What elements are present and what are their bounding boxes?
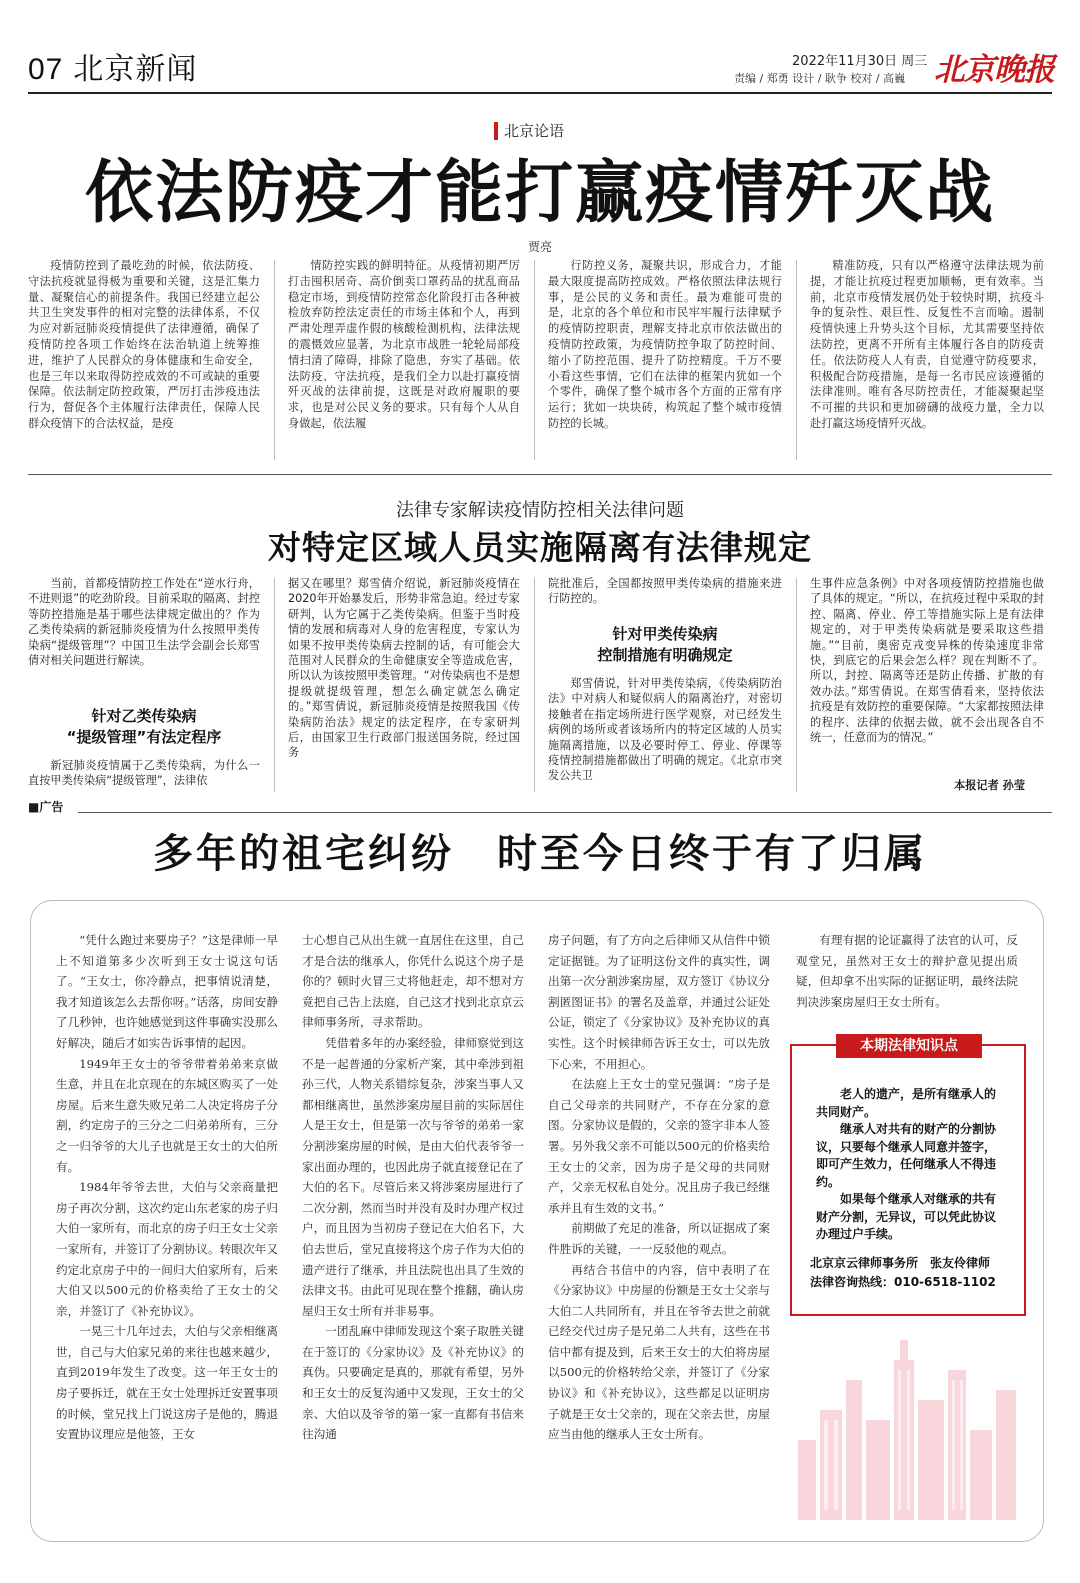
column-divider xyxy=(534,578,535,792)
page-number: 07 xyxy=(28,53,64,86)
section-divider xyxy=(78,812,1052,813)
column-kicker: 北京论语 xyxy=(494,122,564,140)
column-divider xyxy=(274,578,275,792)
paragraph: 1984年爷爷去世，大伯与父亲商量把房子再次分割，这次约定山东老家的房子归大伯一家所有，而北京的房子归王女士父亲一家所有，并签订了分割协议。转眼次年又约定北京房子中的一间归大伯家所有，后来大伯又以500元的价格卖给了王女士的父亲，并签订了《补充协议》。 xyxy=(56,1180,278,1318)
article2-column-3: 郑雪倩说，针对甲类传染病，《传染病防治法》中对病人和疑似病人的隔离治疗，对密切接触者在指定场所进行医学观察，对已经发生病例的场所或者该场所内的特定区域的人员实施隔离措施，以及必要时停工、停业、停课等疫情控制措施都做出了明确的规定。《北京市突发公共卫 xyxy=(548,677,782,783)
page-section-label xyxy=(28,44,197,88)
paragraph: 1949年王女士的爷爷带着弟弟来京做生意，并且在北京现在的东城区购买了一处房屋。后来生意失败兄弟二人决定将房子分割，约定房子的三分之二归弟弟所有，三分之一归爷爷的大儿子也就是王女士的大伯所有。 xyxy=(56,1056,278,1174)
ad-headline: 多年的祖宅纠纷 时至今日终于有了归属 xyxy=(153,831,927,877)
legal-tip: 如果每个继承人对继承的共有财产分割，无异议，可以凭此协议办理过户手续。 xyxy=(816,1192,997,1241)
column-divider xyxy=(796,260,797,460)
paragraph: 一团乱麻中律师发现这个案子取胜关键在于签订的《分家协议》及《补充协议》的真伪。只要确定是真的，那就有希望，另外和王女士的反复沟通中又发现，王女士的父亲、大伯以及爷爷的第一家一直都有书信来往沟通 xyxy=(302,1324,524,1442)
law-firm-name: 北京京云律师事务所 张友伶律师 xyxy=(810,1256,991,1270)
ad-label: ■广告 xyxy=(28,800,64,814)
paragraph: “凭什么跑过来要房子？”这是律师一早上不知道第多少次听到王女士说这句话了。“王女士，你冷静点，把事情说清楚，我才知道该怎么去帮你呀。”话落，房间安静了几秒钟，也许她感觉到这件事确实没那么好解决，随后才如实告诉事情的起因。 xyxy=(56,933,278,1050)
city-skyline-illustration xyxy=(790,1320,1030,1520)
section-name: 北京新闻 xyxy=(73,52,198,87)
article1-column-4: 精准防疫，只有以严格遵守法律法规为前提，才能让抗疫过程更加顺畅，更有效率。当前，北京市疫情发展仍处于较快时期，抗疫斗争的复杂性、艰巨性、反复性不言而喻。遏制疫情快速上升势头这个目标，尤其需要坚持依法防控，更离不开所有主体履行各自的防疫责任。依法防疫人人有责，自觉遵守防疫要求，积极配合防疫措施，是每一名市民应该遵循的法律准则。唯有各尽防控责任，才能凝聚起坚不可摧的共识和更加磅礴的战疫力量，全力以赴打赢这场疫情歼灭战。 xyxy=(810,259,1044,430)
section-divider xyxy=(28,474,1052,475)
paragraph: 房子问题，有了方向之后律师又从信件中锁定证据链。为了证明这份文件的真实性，调出第一次分割涉案房屋，双方签订《协议分割匿图证书》的署名及盖章，并通过公证处公证，锁定了《分家协议》及补充协议的真实性。这个时候律师告诉王女士，可以先放下心来，不用担心。 xyxy=(548,933,770,1071)
article2-headline: 对特定区域人员实施隔离有法律规定 xyxy=(268,528,812,567)
headline-main: 依法防疫才能打赢疫情歼灭战 xyxy=(84,154,995,233)
paragraph: 凭借着多年的办案经验，律师察觉到这不是一起普通的分家析产案，其中牵涉到祖孙三代，人物关系错综复杂，涉案当事人又都相继离世，虽然涉案房屋目前的实际居住人是王女士，但是第一次与爷爷的弟弟一家分割涉案房屋的时候，是由大伯代表爷爷一家出面办理的，也因此房子就直接登记在了大伯的名下。尽管后来又将涉案房屋进行了二次分割，然而当时并没有及时办理产权过户，而且因为当初房子登记在大伯名下，大伯去世后，堂兄直接将这个房子作为大伯的遗产进行了继承，并且法院也出具了生效的法律文书。由此可见现在整个推翻，确认房屋归王女士所有并非易事。 xyxy=(302,1035,524,1318)
article2-column-3-top: 院批准后，全国都按照甲类传染病的措施来进行防控的。 xyxy=(548,577,782,606)
column-divider xyxy=(274,260,275,460)
paragraph: 再结合书信中的内容，信中表明了在《分家协议》中房屋的份额是王女士父亲与大伯二人共同所有，并且在爷爷去世之前就已经交代过房子是兄弟二人共有，这些在书信中都有提及到，后来王女士的大伯将房屋以500元的价格转给父亲，并签订了《分家协议》和《补充协议》，这些都足以证明房子就是王女士父亲的，现在父亲去世，房屋应当由他的继承人王女士所有。 xyxy=(548,1262,770,1442)
ad-column-4 xyxy=(796,930,1018,1030)
article2-subtitle: 法律专家解读疫情防控相关法律问题 xyxy=(396,500,684,521)
legal-tip: 老人的遗产，是所有继承人的共同财产。 xyxy=(816,1087,997,1119)
article2-intro: 当前，首都疫情防控工作处在“逆水行舟，不进则退”的吃劲阶段。目前采取的隔离、封控等防控措施是基于哪些法律规定做出的？作为乙类传染病的新冠肺炎疫情为什么按照甲类传染病“提级管理”？中国卫生法学会副会长郑雪倩对相关问题进行解读。 xyxy=(28,577,260,668)
paragraph: 士心想自己从出生就一直居住在这里，自己才是合法的继承人，你凭什么说这个房子是你的？顿时火冒三丈将他赶走，却不想对方竟把自己告上法庭，自己这才找到北京京云律师事务所，寻求帮助。 xyxy=(302,933,524,1030)
column-divider xyxy=(534,260,535,460)
legal-tips-points xyxy=(816,1086,1002,1244)
paragraph: 在法庭上王女士的堂兄强调：“房子是自己父母亲的共同财产，不存在分家的意图。分家协议是假的，父亲的签字非本人签署。另外我父亲不可能以500元的价格卖给王女士的父亲，因为房子是父母的共同财产，父亲无权私自处分。况且房子我已经继承并且有生效的文书。” xyxy=(548,1077,770,1215)
article2-subhead-1: 针对乙类传染病 “提级管理”有法定程序 xyxy=(66,707,222,746)
legal-tips-title: 本期法律知识点 xyxy=(836,1034,982,1058)
legal-tip: 继承人对共有的财产的分割协议，只要每个继承人同意并签字，即可产生效力，任何继承人不得违约。 xyxy=(816,1122,997,1189)
hotline: 法律咨询热线：010-6518-1102 xyxy=(810,1275,996,1289)
ad-column-2 xyxy=(302,930,524,1530)
paragraph: 有理有据的论证赢得了法官的认可，反观堂兄，虽然对王女士的辩护意见提出质疑，但却拿不出实际的证据证明，最终法院判决涉案房屋归王女士所有。 xyxy=(796,933,1018,1009)
column-divider xyxy=(796,578,797,792)
article2-column-4: 生事件应急条例》中对各项疫情防控措施也做了具体的规定。“所以，在抗疫过程中采取的封控、隔离、停业、停工等措施实际上是有法律规定的，对于甲类传染病就是要采取这些措施。”“目前，奥密克戎变异株的传染速度非常快，到底它的后果会怎么样？现在判断不了。所以，封控、隔离等还是防止传播、扩散的有效办法。”郑雪倩说。在郑雪倩看来，坚持依法抗疫是有效防控的重要保障。“大家都按照法律的程序、法律的依据去做，就不会出现各自不统一，任意而为的情况。” xyxy=(810,577,1044,745)
paragraph: 前期做了充足的准备，所以证据成了案件胜诉的关键，一一反驳他的观点。 xyxy=(548,1221,770,1256)
article1-column-1: 疫情防控到了最吃劲的时候，依法防疫、守法抗疫就显得极为重要和关键，这是汇集力量、凝聚信心的前提条件。我国已经建立起公共卫生突发事件的相对完整的法律体系，不仅为应对新冠肺炎疫情提供了法律遵循，确保了疫情防控各项工作始终在法治轨道上统筹推进，维护了人民群众的身体健康和生命安全，也是三年以来取得防控成效的不可或缺的重要保障。依法制定防控政策，严厉打击涉疫违法行为，督促各个主体履行法律责任，保障人民群众疫情下的合法权益，是疫 xyxy=(28,259,260,430)
ad-column-3 xyxy=(548,930,770,1530)
article2-col1-cont: 新冠肺炎疫情属于乙类传染病，为什么一直按甲类传染病“提级管理”，法律依 xyxy=(28,759,260,788)
header-divider xyxy=(28,92,1052,94)
paragraph: 一晃三十几年过去，大伯与父亲相继离世，自己与大伯家兄弟的来往也越来越少，直到2019年发生了改变。这一年王女士的房子要拆迁，就在王女士处理拆迁安置事项的时候，堂兄找上门说这房子是他的，腾退安置协议理应是他签，王女 xyxy=(56,1324,278,1442)
staff-credits: 责编 / 郑勇 设计 / 耿争 校对 / 高巍 xyxy=(734,72,906,85)
law-firm-contact xyxy=(810,1254,1010,1292)
article1-column-2: 情防控实践的鲜明特征。从疫情初期严厉打击囤积居奇、高价倒卖口罩药品的扰乱商品稳定市场，到疫情防控常态化阶段打击各种被检放弃防控法定责任的市场主体和个人，再到严肃处理弄虚作假的核酸检测机构，法律法规的震慑效应显著，为北京市战胜一轮轮局部疫情扫清了障碍，排除了隐患，夯实了基础。依法防疫、守法抗疫，是我们全力以赴打赢疫情歼灭战的法律前提，这既是对政府履职的要求，也是对公民义务的要求。只有每个人从自身做起，依法履 xyxy=(288,259,520,430)
masthead-logo: 北京晚报 xyxy=(934,52,1054,88)
reporter-credit: 本报记者 孙莹 xyxy=(954,779,1026,792)
article2-column-2: 据又在哪里？郑雪倩介绍说，新冠肺炎疫情在2020年开始暴发后，形势非常急迫。经过专家研判，认为它属于乙类传染病。但鉴于当时疫情的发展和病毒对人身的危害程度，专家认为如果不按甲类传染病去控制的话，有可能会大范围对人民群众的生命健康安全等造成危害，所以认为该按照甲类管理。“对传染病也不是想提级就提级管理，想怎么确定就怎么确定的。”郑雪倩说，新冠肺炎疫情是按照我国《传染病防治法》规定的法定程序，在专家研判后，由国家卫生行政部门报送国务院，经过国务 xyxy=(288,577,520,760)
issue-date: 2022年11月30日 周三 xyxy=(792,54,928,69)
byline: 贾亮 xyxy=(527,240,552,254)
article1-column-3: 行防控义务，凝聚共识，形成合力，才能最大限度提高防控成效。严格依照法律法规行事，是公民的义务和责任。最为难能可贵的是，北京的各个单位和市民牢牢履行法律赋予的疫情防控职责，理解支持北京市依法做出的疫情防控政策，为疫情防控争取了防控时间、缩小了防控范围、提升了防控精度。千万不要小看这些事情，它们在法律的框架内犹如一个个零件，确保了整个城市各个方面的正常有序运行；犹如一块块砖，构筑起了整个城市疫情防控的长城。 xyxy=(548,259,782,430)
article2-subhead-2: 针对甲类传染病 控制措施有明确规定 xyxy=(597,625,733,664)
legal-tips-box xyxy=(790,1038,1026,1316)
ad-column-1 xyxy=(56,930,278,1530)
